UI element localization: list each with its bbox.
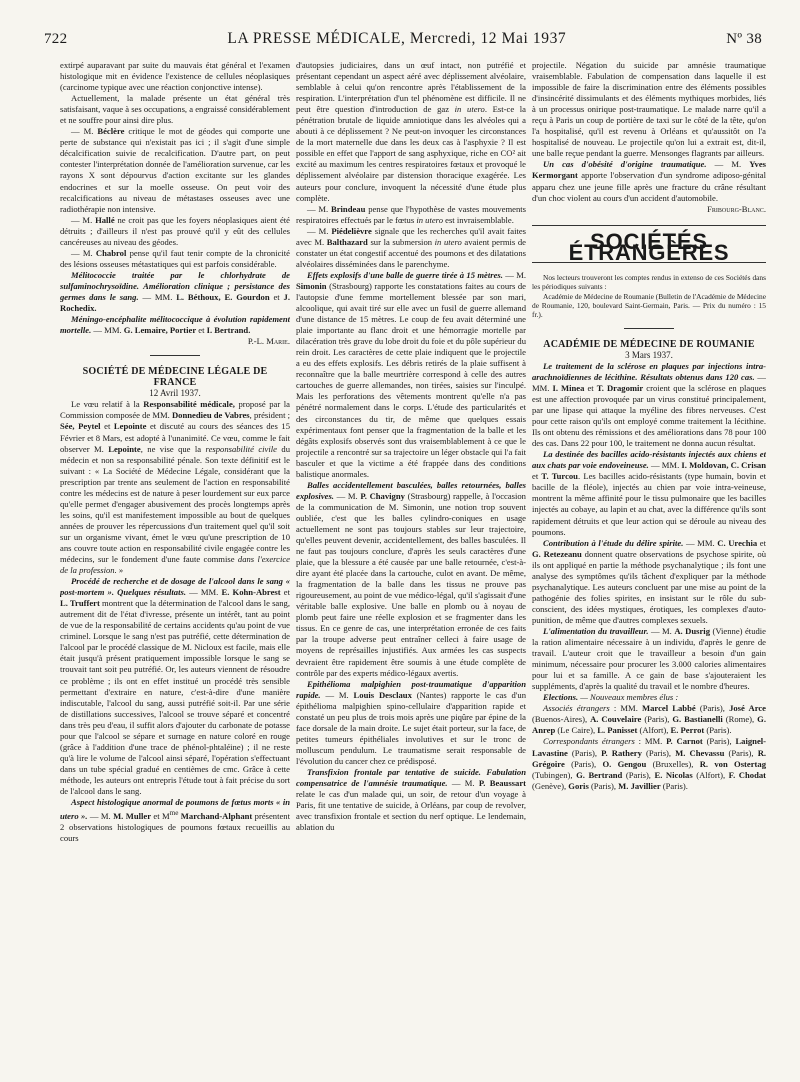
author-name: Donnedieu de Vabres <box>171 410 250 421</box>
communication-entry: Aspect histologique anormal de poumons de fœtus morts « in utero ». — M. M. Muller et $M^{me}$ Marchand-Alphant présentent 2 observations histologiques de poumons fœtaux recueillis au cours <box>60 797 290 844</box>
communication-title: Un cas d'obésité d'origine traumatique. <box>543 159 707 170</box>
communication-entry: Procédé de recherche et de dosage de l'alcool dans le sang « post-mortem ». Quelques résultats. — MM. E. Kohn-Abrest et L. Truffert montrent que la détermination de l'alcool dans le sang, autrement dit de l'état d'ivresse, présente un intérêt, tant au point de vue de la responsabilité de certains accidents qu'au point de vue criminel. Lorsque le sang n'est pas putréfié, cette détermination de l'alcool par le procédé classique de M. Nicloux est facile, mais elle était jusqu'à présent pratiquement impossible lorsque le sang se trouvait tant soit peu putréfié. Or, les auteurs viennent de résoudre ce problème ; ils ont en effet institué un procédé très sensible permettant d'extraire en nature, c'est-à-dire d'une manière indiscutable, l'alcool du sang, aussi putréfié soit-il. Par une série de distillations successives, l'alcool se trouve séparé et concentré dans très peu d'eau, il suffit alors d'ajouter du carbonate de potasse pour que l'alcool se sépare et surnage en nature coloré en rouge (grâce à l'addition d'une trace de phénol-phtaléine) ; il ne reste qu'à lire le volume de l'alcool ainsi séparé, l'opération s'effectuant dans un tube spécial gradué en centièmes de cmc. Grâce à cette méthode, les auteurs ont entrepris l'étude tout à fait précise du sort de l'alcool dans le sang. <box>60 576 290 796</box>
author-name: Béclère <box>97 126 125 137</box>
paragraph: — M. Brindeau pense que l'hypothèse de vastes mouvements respiratoires effectués par le fœtus in utero est invraisemblable. <box>296 203 526 225</box>
paragraph: — M. Piédelièvre signale que les recherches qu'il avait faites avec M. Balthazard sur la submersion in utero avaient permis de constater un état congestif accentué des poumons et des dilatations alvéolaires disséminées dans le parenchyme. <box>296 225 526 269</box>
elections-list: Correspondants étrangers : MM. P. Carnot (Paris), Laignel-Lavastine (Paris), P. Rathery (Paris), M. Chevassu (Paris), R. Grégoire (Paris), O. Gengou (Bruxelles), R. von Ostertag (Tubingen), G. Bertrand (Paris), E. Nicolas (Alfort), F. Chodat (Genève), Goris (Paris), M. Javillier (Paris). <box>532 736 766 791</box>
author-name: E. Kohn-Abrest <box>221 587 281 598</box>
communication-title: Transfixion frontale par tentative de suicide. Fabulation compensatrice de l'amnésie traumatique. <box>296 767 526 789</box>
editorial-note: Académie de Médecine de Roumanie (Bulletin de l'Académie de Médecine de Roumanie, 120, boulevard Saint-Germain, Paris. — Prix du numéro : 15 fr.). <box>532 291 766 320</box>
author-name: Hallé <box>95 214 115 225</box>
divider <box>624 328 674 329</box>
author-name: M. Muller <box>113 810 152 821</box>
signature: Fribourg-Blanc. <box>707 203 766 214</box>
communication-entry: Effets explosifs d'une balle de guerre tirée à 15 mètres. — M. Simonin (Strasbourg) rapporte les constatations faites au cours de l'autopsie d'une femme mortellement blessée par son mari, alcoolique, qui avait tiré sur elle avec un fusil de guerre allemand d'une distance de 15 mètres. Le coup de feu avait déterminé une plaie importante au flanc droit et une hémorragie mortelle par dilacération très grave du lobe droit du foie et du pôle supérieur du rein droit. Les caractères de cette plaie indiquent que le projectile a eu des effets explosifs. Les débris retirés de la plaie suffisent à reconnaître que la balle meurtrière correspond à celle des autres cartouches de guerre allemandes, non tirées, saisies sur l'inculpé. Mais les perforations des vêtements montrent qu'elle n'a pas pénétré normalement dans le corps. L'étude des particularités et des circonstances du tir, de même que quelques essais expérimentaux font penser que la fragmentation de la balle et les dégâts explosifs observés sont dus vraisemblablement à ce que le projectile a rencontré sur sa trajectoire un léger obstacle qui l'a fait basculer et que la victime a été frappée dans des conditions balistique anormales. <box>296 269 526 479</box>
author-name: T. Dragomir <box>596 382 644 393</box>
communication-entry: Méningo-encéphalite mélitococcique à évolution rapidement mortelle. — MM. G. Lemaire, Portier et I. Bertrand. <box>60 314 290 336</box>
section-title: SOCIÉTÉ DE MÉDECINE LÉGALE DE FRANCE <box>82 366 268 389</box>
paragraph: — M. Chabrol pense qu'il faut tenir compte de la chronicité des lésions osseuses métastatiques qui est parfois considérable. <box>60 247 290 269</box>
author-name: T. Turcou <box>541 471 578 482</box>
communication-entry: Le traitement de la sclérose en plaques par injections intra-arachnoïdiennes de lécithine. Résultats obtenus dans 120 cas. — MM. I. Minea et T. Dragomir croient que la sclérose en plaques est une affection provoquée par un virus constitué principalement, par une lipase qui attaque la myéline des fibres nerveuses. C'est pour cette raison qu'ils ont employé comme traitement la lécithine. Ils ont obtenu des rémissions et des améliorations dans 78 pour 100 des cas. Dans 22 pour 100, le traitement ne donna aucun résultat. <box>532 360 766 449</box>
communication-entry: Un cas d'obésité d'origine traumatique. — M. Yves Kermorgant apporte l'observation d'un syndrome adiposo-génital apparu chez une jeune fille après une fracture du crâne résultant d'un choc violent au cours d'un accident d'automobile. <box>532 159 766 203</box>
author-name: I. Bertrand. <box>206 325 251 336</box>
author-name: Simonin <box>296 280 327 291</box>
page-header <box>44 30 762 52</box>
author-name: Marchand-Alphant <box>178 810 253 821</box>
paragraph: extirpé auparavant par suite du mauvais état général et l'examen histologique mit en évidence l'existence de cellules néoplasiques (carcinome typique avec une réaction conjonctive intense). <box>60 60 290 93</box>
communication-entry: L'alimentation du travailleur. — M. A. Dusrig (Vienne) étudie la ration alimentaire nécessaire à un individu, d'après le genre de travail. L'auteur croit que le travailleur a besoin d'un gain minimum, nécessaire pour procurer les 3.000 calories alimentaires pour lui et sa famille. A ce gain de base s'ajouteraient les suppléments, d'après la qualité du travail et le nombre d'heures. <box>532 626 766 692</box>
author-name: G. Retezeanu <box>532 548 582 559</box>
paragraph: Le vœu relatif à la Responsabilité médicale, proposé par la Commission composée de MM. Donnedieu de Vabres, président ; Sée, Peytel et Lepointe et discuté au cours des séances des 15 Février et 8 Mars, est adopté à l'unanimité. Ce vœu, comme le fait observer M. Lepointe, ne vise que la responsabilité civile du médecin et non sa responsabilité pénale. Son texte définitif est le suivant : « La Société de Médecine Légale, considérant que la prescription par trente ans seulement de l'action en responsabilité contre les médecins est de nature à peser lourdement sur eux parce qu'elle permet d'engager abusivement des procès longtemps après les soins, qu'il est manifestement impossible au bout de quelques années de prouver les répercussions d'un traitement quel qu'il soit sur un organisme vivant, émet le vœu qu'une prescription de 10 ans couvre toute action en responsabilité civile engagée contre les médecins, sur le fondement d'une faute commise dans l'exercice de la profession. » <box>60 399 290 576</box>
communication-entry: Balles accidentellement basculées, balles retournées, balles explosives. — M. P. Chavigny (Strasbourg) rappelle, à l'occasion de la communication de M. Simonin, une notion trop souvent oubliée, c'est que les balles cylindro-coniques en usage actuellement ne sont pas toujours stables sur leur trajectoire, qu'elles peuvent devenir, accidentellement, des balles basculées. Il ne faut pas toujours conclure, d'après les seuls caractères d'une plaie, que la blessure a été causée par une balle retournée, c'est-à-dire ayant été placée dans la cartouche, culot en avant. De même, la fragmentation de la balle dans les tissus ne prouve pas rigoureusement, au point de vue médico-légal, qu'il s'agissait d'une véritable balle explosive. Une balle en plomb ou à noyau de plomb peut faire une réelle explosion et se fragmenter dans les tissus. En ce genre de cas, une interprétation erronée de ces faits par la troupe adverse peut entraîner celleci à faire usage de moyens de représailles injustifiés. Aux armées les cas suspects devraient être rapidement être soumis à une étude complète de contrôle par des experts médico-légaux avertis. <box>296 479 526 678</box>
author-name: Balthazard <box>326 236 368 247</box>
communication-title: L'alimentation du travailleur. <box>543 626 649 636</box>
paragraph: — M. Hallé ne croit pas que les foyers néoplasiques aient été détruits ; d'ailleurs il n'est pas prouvé qu'il y eût des cellules cancéreuses au niveau des géodes. <box>60 214 290 247</box>
column-left <box>60 60 290 1068</box>
elections-list: Associés étrangers : MM. Marcel Labbé (Paris), José Arce (Buenos-Aires), A. Couvelaire (Paris), G. Bastianelli (Rome), G. Anrep (Le Caire), L. Panisset (Alfort), E. Perrot (Paris). <box>532 703 766 736</box>
author-name: C. Urechia <box>717 537 758 548</box>
section-date: 12 Avril 1937. <box>149 388 201 399</box>
author-name: Piédelièvre <box>331 225 372 236</box>
communication-title: Aspect histologique anormal de poumons de fœtus morts « in utero ». <box>60 797 290 821</box>
communication-title: Mélitococcie traitée par le chlorhydrate de sulfaminochrysoïdine. Amélioration clinique ; persistance des germes dans le sang. <box>60 269 290 302</box>
column-middle <box>296 60 526 1068</box>
communication-entry: Epithélioma malpighien post-traumatique d'apparition rapide. — M. Louis Desclaux (Nantes) rapporte le cas d'un épithélioma malpighien spino-cellulaire d'apparition rapide et constaté un peu plus de trois mois après une piqûre par épine de la face dorsale de la main droite. Le sujet était porteur, sur la face, de petites tumeurs épithéliales involutives et sur le tronc de molluscum pendulum. Le traumatisme serait responsable de l'évolution du cancer chez ce prédisposé. <box>296 678 526 766</box>
author-name: Brindeau <box>331 203 366 214</box>
communication-title: Méningo-encéphalite mélitococcique à évolution rapidement mortelle. <box>60 314 290 336</box>
author-name: P. Chavigny <box>360 490 405 501</box>
divider <box>150 355 200 356</box>
communication-title: Effets explosifs d'une balle de guerre tirée à 15 mètres. <box>307 269 503 280</box>
signature: P.-L. Marie. <box>247 336 290 347</box>
author-name: G. Lemaire, Portier <box>123 325 197 336</box>
author-name: I. Minea <box>552 382 585 393</box>
editorial-note: Nos lecteurs trouveront les comptes rendus in extenso de ces Sociétés dans les périodiques suivants : <box>532 272 766 292</box>
author-name: J. Rochedix. <box>60 291 290 314</box>
paragraph: Actuellement, la malade présente un état général très satisfaisant, vaque à ses occupations, a engraissé considérablement et ne souffre pour ainsi dire plus. <box>60 93 290 126</box>
column-right <box>532 60 766 1068</box>
author-name: Yves Kermorgant <box>532 159 766 181</box>
author-name: I. Moldovan, C. Crisan <box>681 460 766 471</box>
issue-number: Nº 38 <box>726 31 762 47</box>
communication-title: Contribution à l'étude du délire spirite. <box>543 537 684 548</box>
author-name: P. Beaussart <box>478 778 526 789</box>
communication-entry: Mélitococcie traitée par le chlorhydrate de sulfaminochrysoïdine. Amélioration clinique ; persistance des germes dans le sang. — MM. L. Béthoux, E. Gourdon et J. Rochedix. <box>60 269 290 314</box>
section-title: ACADÉMIE DE MÉDECINE DE ROUMANIE <box>543 338 755 350</box>
section-heading-large: SOCIÉTÉS ÉTRANGÈRES <box>568 228 730 265</box>
communication-entry: La destinée des bacilles acido-résistants injectés aux chiens et aux chats par voie endoveineuse. — MM. I. Moldovan, C. Crisan et T. Turcou. Les bacilles acido-résistants (type humain, bovin et bacille de la fléole), injectés au chien par voie intra-veineuse, montrent la même affinité pour le tissu pulmonaire que les bacilles injectés au cobaye, au lapin et au chat, avec la différence qu'ils sont rapidement détruits et que leur action qui se déroule au niveau des poumons. <box>532 449 766 537</box>
section-date: 3 Mars 1937. <box>625 349 673 360</box>
author-name: Chabrol <box>95 247 127 258</box>
communication-title: Balles accidentellement basculées, balles retournées, balles explosives. <box>296 479 526 501</box>
communication-title: Procédé de recherche et de dosage de l'alcool dans le sang « post-mortem ». Quelques résultats. <box>60 576 290 598</box>
paragraph: d'autopsies judiciaires, dans un œuf intact, non putréfié et présentant cependant un aspect aéré avec déplissement alvéolaire, semblable à celui qu'on rencontre après l'établissement de la respiration. L'interprétation d'un tel phénomène est difficile. Il ne peut être question d'introduction de gaz in utero. Est-ce la pénétration brutale de liquide amniotique dans les alvéoles qui a abouti à ce déplissement ? Ne peut-on invoquer les circonstances de la mort maternelle due dans les deux cas à l'asphyxie ? Il est possible en effet que l'apport de sang asphyxique, riche en CO² ait excité au maximum les centres respiratoires fœtaux et provoqué le déplissement alvéolaire par distension thoracique exagérée. Les auteurs pour conclure, invoquent la nécessité d'une étude plus complète. <box>296 60 526 203</box>
author-name: L. Béthoux, E. Gourdon <box>176 291 270 302</box>
author-name: A. Dusrig <box>674 626 710 636</box>
communication-entry: Contribution à l'étude du délire spirite. — MM. C. Urechia et G. Retezeanu donnent quatre observations de psychose spirite, où ils ont appliqué en partie la méthode psychanalytique ; ils font une analyse des symptômes qu'ils tâchent d'expliquer par la méthode psychanalytique. Les auteurs concluent par une mise au point de la pathogénie des folies spirites, en insistant sur le rôle du sub-conscient, des idées mystiques, érotiques, les complexes d'auto-punition, de même que d'autres complexes sexuels. <box>532 537 766 625</box>
elections-entry: Elections. — Nouveaux membres élus : <box>543 692 679 703</box>
communication-title: Epithélioma malpighien post-traumatique d'apparition rapide. <box>296 678 526 700</box>
journal-title: LA PRESSE MÉDICALE, Mercredi, 12 Mai 1937 <box>227 30 567 47</box>
divider <box>532 225 766 226</box>
communication-title: Le traitement de la sclérose en plaques par injections intra-arachnoïdiennes de lécithine. Résultats obtenus dans 120 cas. <box>532 360 766 382</box>
communication-entry: Transfixion frontale par tentative de suicide. Fabulation compensatrice de l'amnésie traumatique. — M. P. Beaussart relate le cas d'un malade qui, un soir, de retour d'un voyage à Paris, fit une tentative de suicide, à Orléans, par coup de revolver, avec transfixion frontale et section du nerf optique. Le lendemain, ablation du <box>296 767 526 833</box>
page-number: 722 <box>44 31 68 47</box>
author-name: L. Truffert <box>60 598 100 609</box>
author-name: Louis Desclaux <box>353 689 412 700</box>
paragraph: projectile. Négation du suicide par amnésie traumatique vraisemblable. Fabulation de compensation dans laquelle il est impossible de faire la discrimination entre des éléments possibles d'insincérité dissimulants et des éléments mythiques morbides, liés à un processus onirique post-traumatique. Le malade narre qu'il a reçu à Paris un coup de portière de taxi sur le côté de la tête, qu'on l'a hospitalisé, qu'il est revenu à Orléans et qu'aussitôt on l'a hospitalisé de nouveau. Le projectile qu'on lui a extrait est, dit-il, une balle reçue pendant la guerre. Mensonges flagrants par ailleurs. <box>532 60 766 159</box>
communication-title: La destinée des bacilles acido-résistants injectés aux chiens et aux chats par voie endoveineuse. <box>532 449 766 471</box>
paragraph: — M. Béclère critique le mot de géodes qui comporte une perte de substance qui n'existait pas ici ; il s'agit d'une simple décalcification suivie de recalcification. D'autre part, on peut contester l'interprétation donnée de l'amélioration survenue, car les rayons X sont dépourvus d'action excitante sur les glandes endocrines et sur la moelle osseuse. On peut voir des recalcifications au niveau de métastases osseuses avec une radiothérapie non intensive. <box>60 126 290 214</box>
